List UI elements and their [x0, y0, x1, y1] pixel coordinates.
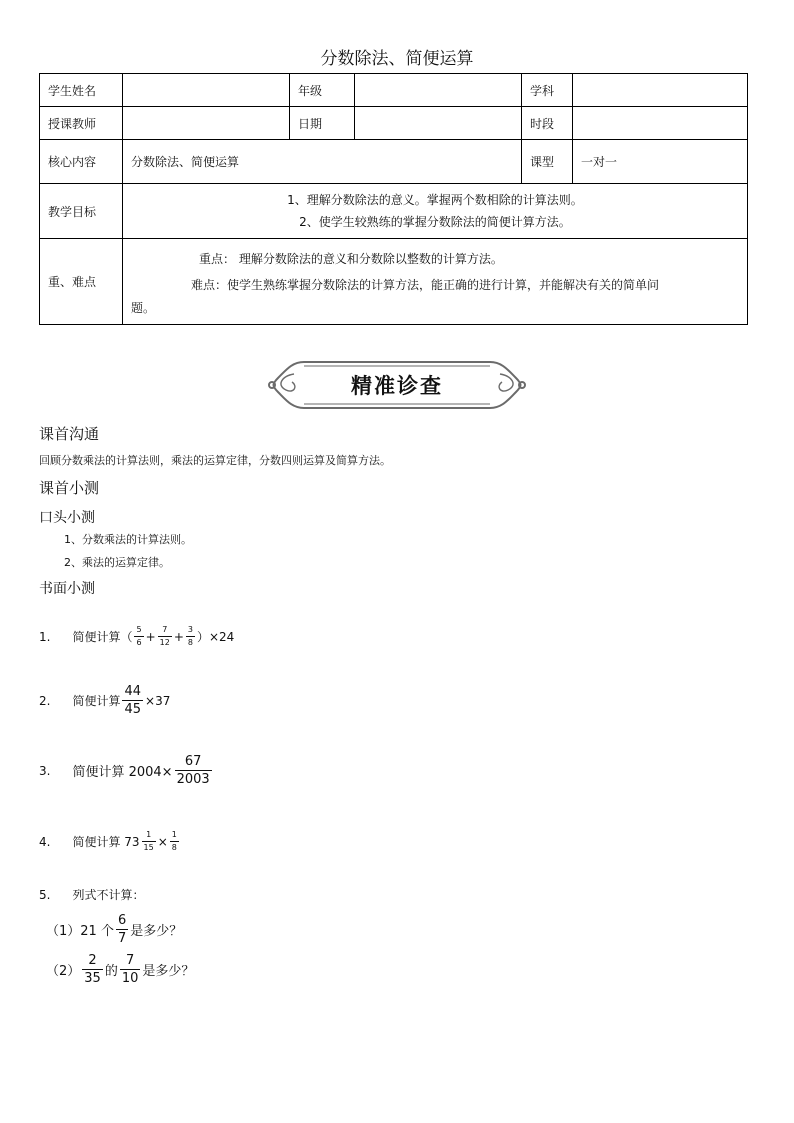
grade-label: 年级 — [290, 74, 355, 107]
q1-plus-2: + — [173, 629, 184, 644]
key-line-2: 难点：使学生熟练掌握分数除法的计算方法，能正确的进行计算，并能解决有关的简单问 — [191, 277, 660, 292]
q5-1-fraction: $\frac{6}{7}$ — [117, 913, 127, 946]
q1-open: （ — [120, 630, 133, 644]
q5-2-fraction-2: $\frac{7}{10}$ — [121, 953, 139, 986]
question-5-1 — [46, 914, 182, 945]
q2-number: 2. — [39, 693, 51, 708]
table-row — [40, 239, 748, 325]
section-heading-intro: 课首沟通 — [39, 425, 100, 443]
teacher-value[interactable] — [123, 107, 290, 140]
type-value: 一对一 — [573, 140, 748, 184]
key-cell — [123, 239, 748, 325]
oral-item-2: 2、乘法的运算定律。 — [64, 556, 170, 569]
q5-2-suffix: 是多少？ — [142, 964, 195, 979]
q4-times: × — [157, 834, 168, 849]
q2-tail: ×37 — [145, 693, 171, 708]
core-label: 核心内容 — [40, 140, 123, 184]
document-title: 分数除法、简便运算 — [320, 49, 474, 69]
q1-fraction-2: $\frac{7}{12}$ — [159, 625, 170, 647]
type-label: 课型 — [522, 140, 573, 184]
q4-label: 简便计算 73 — [72, 835, 140, 849]
date-value[interactable] — [355, 107, 522, 140]
q3-fraction: $\frac{67}{2003}$ — [176, 754, 210, 787]
q4-fraction-1: $\frac{1}{15}$ — [143, 830, 154, 852]
question-5-2 — [46, 954, 194, 985]
grade-value[interactable] — [355, 74, 522, 107]
q5-2-fraction-1: $\frac{2}{35}$ — [84, 953, 101, 986]
period-value[interactable] — [573, 107, 748, 140]
q5-label: 列式不计算： — [72, 888, 145, 902]
q2-label: 简便计算 — [72, 694, 121, 708]
goal-label: 教学目标 — [40, 184, 123, 239]
q2-fraction: $\frac{44}{45}$ — [124, 684, 142, 717]
q1-fraction-1: $\frac{5}{6}$ — [136, 625, 142, 647]
question-5 — [39, 886, 144, 903]
question-4 — [39, 831, 181, 852]
info-table — [39, 73, 748, 325]
subject-label: 学科 — [522, 74, 573, 107]
section-banner — [264, 356, 530, 414]
intro-text: 回顾分数乘法的计算法则，乘法的运算定律，分数四则运算及简算方法。 — [39, 454, 391, 467]
goal-cell — [123, 184, 748, 239]
table-row — [40, 107, 748, 140]
core-value: 分数除法、简便运算 — [123, 140, 522, 184]
q5-1-prefix: （1）21 个 — [46, 924, 114, 939]
oral-item-1: 1、分数乘法的计算法则。 — [64, 533, 192, 546]
section-heading-quiz: 课首小测 — [39, 479, 100, 497]
goal-line-2: 2、使学生较熟练的掌握分数除法的简便计算方法。 — [299, 215, 571, 229]
teacher-label: 授课教师 — [40, 107, 123, 140]
q3-number: 3. — [39, 763, 51, 778]
q5-2-middle: 的 — [104, 964, 118, 979]
q1-close: ）×24 — [196, 630, 235, 644]
period-label: 时段 — [522, 107, 573, 140]
q5-2-prefix: （2） — [46, 964, 81, 979]
q5-1-suffix: 是多少？ — [130, 924, 183, 939]
key-line-1: 重点： 理解分数除法的意义和分数除以整数的计算方法。 — [199, 251, 503, 266]
table-row — [40, 74, 748, 107]
q4-fraction-2: $\frac{1}{8}$ — [171, 830, 177, 852]
student-value[interactable] — [123, 74, 290, 107]
q3-label: 简便计算 2004× — [72, 765, 173, 780]
goal-line-1: 1、理解分数除法的意义。掌握两个数相除的计算法则。 — [287, 193, 583, 207]
table-row — [40, 184, 748, 239]
written-quiz-heading: 书面小测 — [39, 581, 95, 597]
q4-number: 4. — [39, 834, 51, 849]
subject-value[interactable] — [573, 74, 748, 107]
q5-number: 5. — [39, 887, 51, 902]
key-line-3: 题。 — [131, 300, 156, 315]
question-2 — [39, 685, 170, 716]
banner-title: 精准诊查 — [351, 373, 443, 398]
q1-number: 1. — [39, 629, 51, 644]
q1-plus-1: + — [145, 629, 156, 644]
question-3 — [39, 755, 214, 786]
table-row — [40, 140, 748, 184]
date-label: 日期 — [290, 107, 355, 140]
q1-label: 简便计算 — [72, 630, 121, 644]
key-label: 重、难点 — [40, 239, 123, 325]
question-1 — [39, 626, 234, 647]
oral-quiz-heading: 口头小测 — [39, 510, 95, 526]
student-label: 学生姓名 — [40, 74, 123, 107]
q1-fraction-3: $\frac{3}{8}$ — [187, 625, 193, 647]
